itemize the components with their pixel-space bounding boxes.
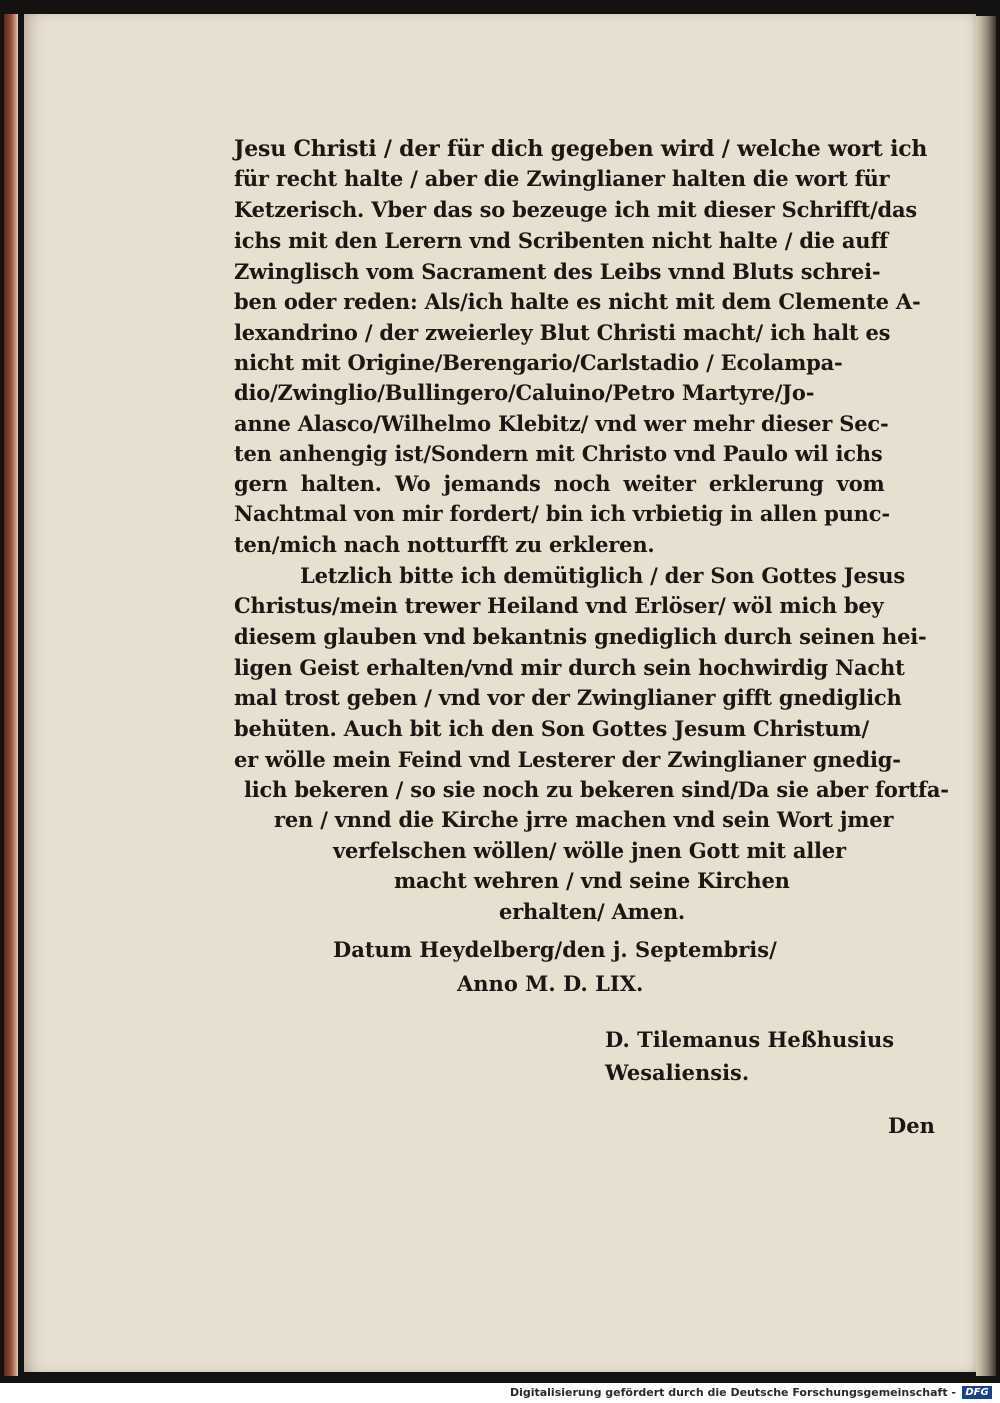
text-line: ben oder reden: Als/ich halte es nicht mit dem Clemente A- xyxy=(234,289,921,314)
footer-bar xyxy=(0,1383,1000,1403)
text-line: ligen Geist erhalten/vnd mir durch sein hochwirdig Nacht xyxy=(234,655,905,680)
text-line: Jesu Christi / der für dich gegeben wird / welche wort ich xyxy=(234,136,928,162)
text-line: diesem glauben vnd bekantnis gnediglich durch seinen hei- xyxy=(234,624,927,649)
dateline: Datum Heydelberg/den j. Septembris/ xyxy=(333,937,777,962)
text-line: für recht halte / aber die Zwinglianer halten die wort für xyxy=(234,166,890,191)
text-line: ren / vnnd die Kirche jrre machen vnd sein Wort jmer xyxy=(274,807,894,832)
dfg-logo-icon: DFG xyxy=(962,1386,992,1399)
text-line: Zwinglisch vom Sacrament des Leibs vnnd Bluts schrei- xyxy=(234,259,881,284)
text-line: ten anhengig ist/Sondern mit Christo vnd Paulo wil ichs xyxy=(234,441,883,466)
text-line: lexandrino / der zweierley Blut Christi macht/ ich halt es xyxy=(234,320,891,345)
text-line: verfelschen wöllen/ wölle jnen Gott mit aller xyxy=(333,838,846,863)
signature-name: D. Tilemanus Heßhusius xyxy=(605,1027,895,1052)
text-line: gern halten. Wo jemands noch weiter erklerung vom xyxy=(234,471,885,496)
text-line: Nachtmal von mir fordert/ bin ich vrbietig in allen punc- xyxy=(234,501,890,526)
funding-notice: Digitalisierung gefördert durch die Deutsche Forschungsgemeinschaft - xyxy=(509,1386,956,1399)
text-line: nicht mit Origine/Berengario/Carlstadio / Ecolampa- xyxy=(234,350,843,375)
text-line: behüten. Auch bit ich den Son Gottes Jesum Christum/ xyxy=(234,716,869,741)
page-stack-edge xyxy=(976,16,996,1376)
text-line: anne Alasco/Wilhelmo Klebitz/ vnd wer mehr dieser Sec- xyxy=(234,411,889,436)
year-line: Anno M. D. LIX. xyxy=(457,971,644,996)
text-line: dio/Zwinglio/Bullingero/Caluino/Petro Martyre/Jo- xyxy=(234,380,815,405)
text-line: Christus/mein trewer Heiland vnd Erlöser/ wöl mich bey xyxy=(234,593,884,618)
text-line: er wölle mein Feind vnd Lesterer der Zwinglianer gnedig- xyxy=(234,747,901,772)
text-line: lich bekeren / so sie noch zu bekeren sind/Da sie aber fortfa- xyxy=(244,777,949,802)
book-page xyxy=(24,14,976,1372)
text-line: ten/mich nach notturfft zu erkleren. xyxy=(234,532,655,557)
text-line: Ketzerisch. Vber das so bezeuge ich mit dieser Schrifft/das xyxy=(234,197,918,222)
book-spine-edge xyxy=(4,14,18,1376)
text-line: Letzlich bitte ich demütiglich / der Son Gottes Jesus xyxy=(300,563,905,588)
catchword: Den xyxy=(888,1113,935,1138)
text-line: erhalten/ Amen. xyxy=(499,899,686,924)
text-line: ichs mit den Lerern vnd Scribenten nicht halte / die auff xyxy=(234,228,888,253)
text-line: mal trost geben / vnd vor der Zwinglianer gifft gnediglich xyxy=(234,685,902,710)
signature-place: Wesaliensis. xyxy=(605,1060,750,1085)
text-line: macht wehren / vnd seine Kirchen xyxy=(394,868,790,893)
